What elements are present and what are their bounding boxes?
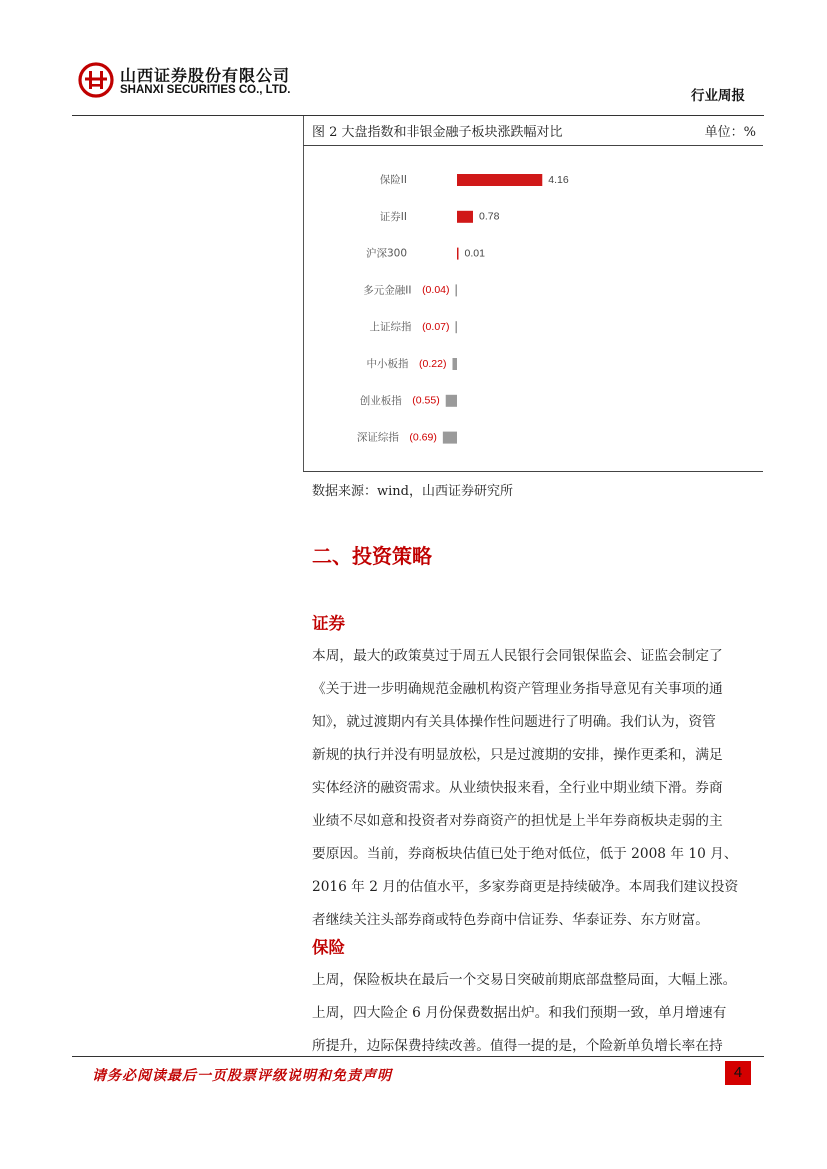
paragraph-line: 实体经济的融资需求。从业绩快报来看，全行业中期业绩下滑。券商 bbox=[312, 780, 723, 796]
chart-value-label: 0.01 bbox=[464, 247, 485, 260]
paragraph-line: 新规的执行并没有明显放松，只是过渡期的安排，操作更柔和，满足 bbox=[312, 747, 723, 763]
paragraph-line: 要原因。当前，券商板块估值已处于绝对低位，低于 2008 年 10 月、 bbox=[312, 846, 738, 862]
chart-value-label: (0.04) bbox=[422, 284, 450, 297]
chart-value-label: (0.22) bbox=[419, 357, 447, 370]
chart-category-label: 证券II bbox=[379, 210, 407, 223]
chart-category-label: 中小板指 bbox=[366, 358, 409, 370]
chart-value-label: (0.69) bbox=[409, 431, 437, 444]
figure-bottom-rule bbox=[303, 471, 763, 472]
chart-bar bbox=[452, 358, 457, 370]
chart-category-label: 多元金融II bbox=[363, 284, 412, 297]
chart-bar bbox=[456, 284, 458, 296]
paragraph-line: 上周，保险板块在最后一个交易日突破前期底部盘整局面，大幅上涨。 bbox=[312, 972, 737, 988]
paragraph-line: 业绩不尽如意和投资者对券商资产的担忧是上半年券商板块走弱的主 bbox=[312, 813, 723, 829]
chart-bar bbox=[446, 395, 457, 407]
company-name-cn: 山西证券股份有限公司 bbox=[120, 66, 291, 85]
chart-bar bbox=[456, 321, 458, 333]
page-number: 4 bbox=[725, 1061, 751, 1085]
chart-value-label: (0.55) bbox=[412, 394, 440, 407]
paragraph-line: 《关于进一步明确规范金融机构资产管理业务指导意见有关事项的通 bbox=[312, 681, 723, 697]
chart-value-label: 0.78 bbox=[478, 210, 500, 223]
paragraph-line: 上周，四大险企 6 月份保费数据出炉。和我们预期一致，单月增速有 bbox=[312, 1005, 727, 1021]
chart-bar bbox=[457, 211, 473, 223]
disclaimer-note: 请务必阅读最后一页股票评级说明和免责声明 bbox=[92, 1068, 392, 1084]
figure-unit: 单位：% bbox=[704, 125, 756, 140]
paragraph-line: 2016 年 2 月的估值水平，多家券商更是持续破净。本周我们建议投资 bbox=[312, 879, 739, 895]
figure-caption: 图 2 大盘指数和非银金融子板块涨跌幅对比 bbox=[312, 125, 563, 140]
chart-bar bbox=[457, 248, 459, 260]
chart-category-label: 沪深300 bbox=[365, 247, 407, 260]
chart-value-label: (0.07) bbox=[422, 320, 450, 333]
comparison-bar-chart bbox=[304, 148, 604, 466]
section-heading: 二、投资策略 bbox=[312, 544, 432, 568]
chart-value-label: 4.16 bbox=[548, 173, 569, 186]
paragraph-line: 知》，就过渡期内有关具体操作性问题进行了明确。我们认为，资管 bbox=[312, 714, 716, 730]
header-divider bbox=[72, 115, 764, 116]
chart-category-label: 上证综指 bbox=[369, 321, 412, 334]
company-name-en: SHANXI SECURITIES CO., LTD. bbox=[120, 84, 291, 96]
chart-bar bbox=[443, 432, 457, 444]
chart-category-label: 保险II bbox=[379, 174, 407, 186]
subheading-insurance: 保险 bbox=[312, 938, 345, 957]
figure-source: 数据来源：wind，山西证券研究所 bbox=[312, 484, 513, 499]
chart-category-label: 创业板指 bbox=[359, 394, 402, 407]
report-type: 行业周报 bbox=[691, 88, 745, 104]
shanxi-securities-logo-icon bbox=[78, 62, 114, 98]
paragraph-line: 所提升，边际保费持续改善。值得一提的是，个险新单负增长率在持 bbox=[312, 1038, 723, 1054]
paragraph-line: 本周，最大的政策莫过于周五人民银行会同银保监会、证监会制定了 bbox=[312, 648, 723, 664]
chart-bar bbox=[457, 174, 542, 186]
figure-top-rule bbox=[303, 145, 763, 146]
chart-category-label: 深证综指 bbox=[356, 431, 399, 444]
paragraph-line: 者继续关注头部券商或特色券商中信证券、华泰证券、东方财富。 bbox=[312, 912, 709, 928]
subheading-securities: 证券 bbox=[312, 614, 345, 633]
footer-divider bbox=[72, 1056, 764, 1057]
